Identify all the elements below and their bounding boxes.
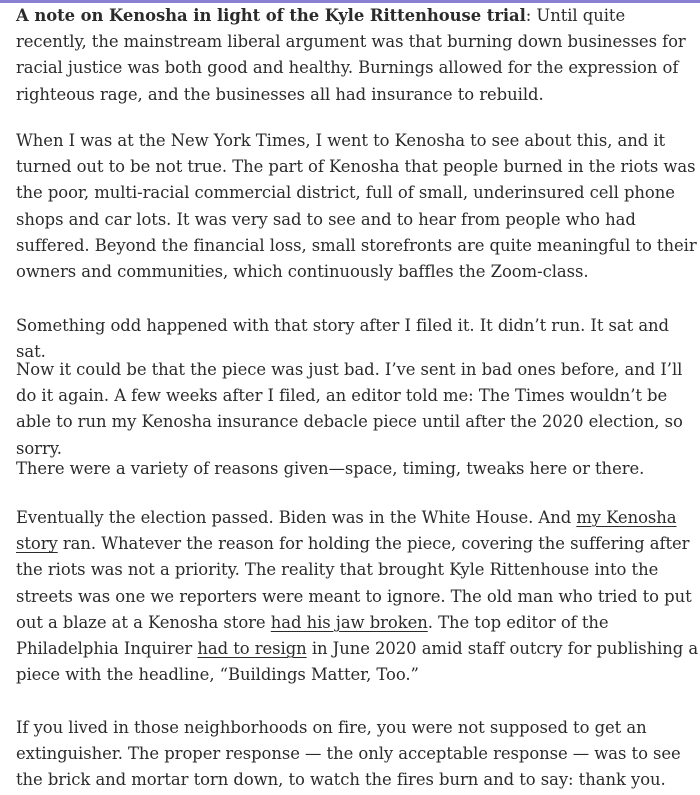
- paragraph-conclusion: If you lived in those neighborhoods on fire, you were not supposed to get an extinguisher. The proper response — the only acceptable response — was to see the brick and mortar torn down, to watch the fires burn and to say: thank you.: [16, 718, 681, 790]
- lead-in-colon: :: [525, 6, 532, 25]
- paragraph-intro: [16, 3, 700, 108]
- jaw-broken-link[interactable]: had his jaw broken: [270, 612, 428, 632]
- kenosha-story-link[interactable]: my Kenosha story: [16, 508, 677, 554]
- paragraph-reasons: There were a variety of reasons given—space, timing, tweaks here or there.: [16, 459, 645, 478]
- paragraph-intro-text: Until quite recently, the mainstream liberal argument was that burning down businesses for racial justice was both good and healthy. Burnings allowed for the expression of righteous rage, and the businesses all had insurance to rebuild.: [16, 6, 686, 104]
- paragraph-text: . The top editor of the Philadelphia Inquirer: [16, 612, 609, 659]
- paragraph-text: ran. Whatever the reason for holding the piece, covering the suffering after the riots was not a priority. The reality that brought Kyle Rittenhouse into the streets was one we reporters were meant to ignore. The old man who tried to put out a blaze at a Kenosha store: [16, 534, 692, 632]
- paragraph-text: in June 2020 amid staff outcry for publishing a piece with the headline, “Buildings Matter, Too.”: [16, 639, 699, 685]
- paragraph-story-held: Something odd happened with that story after I filed it. It didn’t run. It sat and sat.: [16, 316, 669, 362]
- paragraph-election-passed: [16, 505, 700, 688]
- paragraph-kenosha-visit: When I was at the New York Times, I went to Kenosha to see about this, and it turned out to be not true. The part of Kenosha that people burned in the riots was the poor, multi-racial commercial district, full of small, underinsured cell phone shops and car lots. It was very sad to see and to hear from people who had suffered. Beyond the financial loss, small storefronts are quite meaningful to their owners and communities, which continuously baffles the Zoom-class.: [16, 131, 697, 282]
- paragraph-editor-delay: Now it could be that the piece was just bad. I’ve sent in bad ones before, and I’ll do it again. A few weeks after I filed, an editor told me: The Times wouldn’t be able to run my Kenosha insurance debacle piece until after the 2020 election, so sorry.: [16, 360, 683, 458]
- lead-in-bold: A note on Kenosha in light of the Kyle Rittenhouse trial: [16, 6, 526, 25]
- had-to-resign-link[interactable]: had to resign: [197, 639, 307, 659]
- paragraph-text: Eventually the election passed. Biden was in the White House. And: [16, 508, 577, 527]
